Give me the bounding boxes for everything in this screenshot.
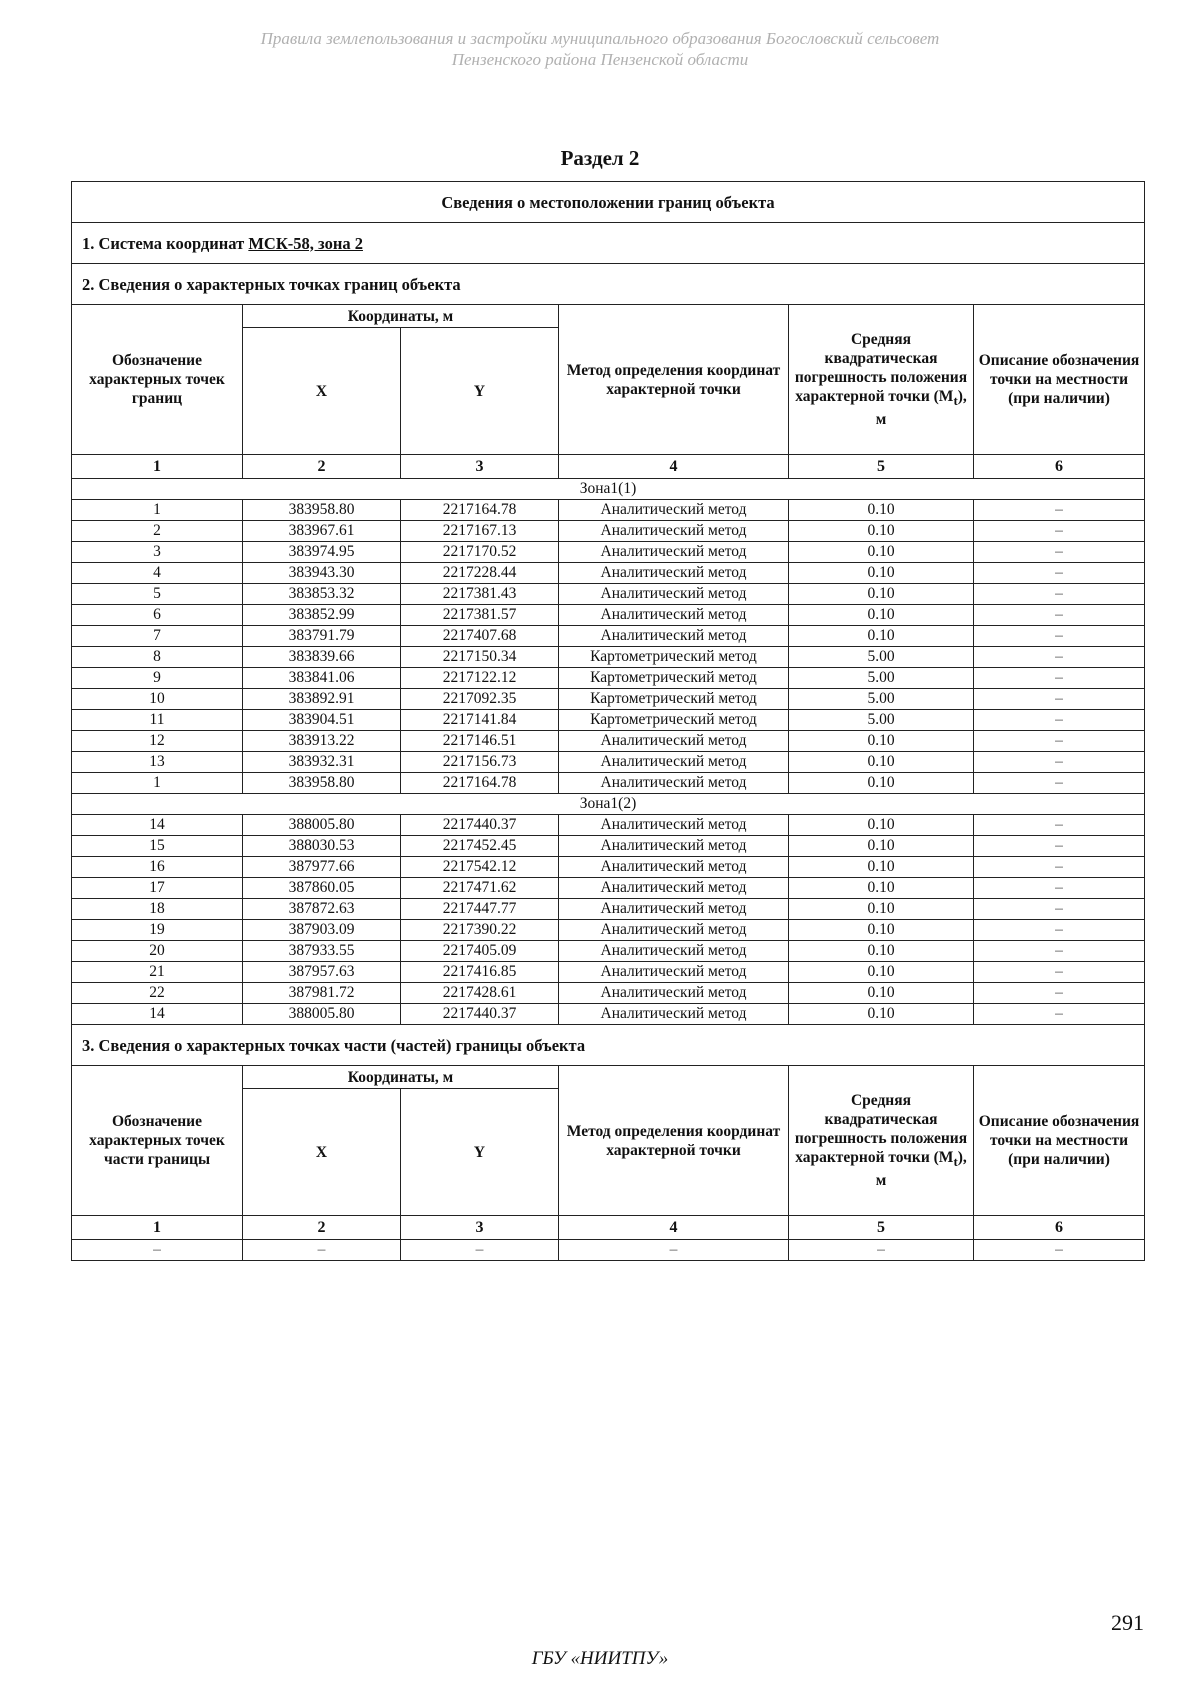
table-cell: – — [974, 710, 1145, 731]
table-cell: 383958.80 — [243, 500, 401, 521]
table-cell: 2217122.12 — [401, 668, 559, 689]
table-caption: Сведения о местоположении границ объекта — [72, 182, 1145, 223]
table-cell: 2217407.68 — [401, 626, 559, 647]
table-row — [72, 920, 1145, 941]
table-cell: Аналитический метод — [559, 521, 789, 542]
table-row — [72, 752, 1145, 773]
part-header-error-unit: ), м — [875, 1148, 967, 1190]
running-header-line1: Правила землепользования и застройки муниципального образования Богословский сельсовет — [260, 29, 940, 48]
table-cell: 387860.05 — [243, 878, 401, 899]
table-cell: 5 — [72, 584, 243, 605]
table-cell: 383913.22 — [243, 731, 401, 752]
table-cell: 6 — [72, 605, 243, 626]
table-cell: 13 — [72, 752, 243, 773]
table-cell: 0.10 — [789, 962, 974, 983]
table-cell: 5.00 — [789, 710, 974, 731]
table-row — [72, 521, 1145, 542]
table-cell: Аналитический метод — [559, 605, 789, 626]
table-cell: – — [974, 920, 1145, 941]
column-number: 5 — [789, 455, 974, 479]
table-cell: 22 — [72, 983, 243, 1004]
table-cell: – — [974, 752, 1145, 773]
table-cell: 383841.06 — [243, 668, 401, 689]
table-cell: 387933.55 — [243, 941, 401, 962]
column-number: 1 — [72, 455, 243, 479]
header-error-subscript: t — [953, 393, 958, 409]
table-cell: 0.10 — [789, 899, 974, 920]
header-y: Y — [401, 328, 559, 455]
table-cell: 8 — [72, 647, 243, 668]
table-cell: 0.10 — [789, 941, 974, 962]
table-row — [72, 941, 1145, 962]
table-cell: 5.00 — [789, 689, 974, 710]
table-cell: Аналитический метод — [559, 1004, 789, 1025]
table-cell: 2217092.35 — [401, 689, 559, 710]
table-cell: 2217440.37 — [401, 815, 559, 836]
table-row — [72, 542, 1145, 563]
table-cell: Аналитический метод — [559, 773, 789, 794]
table-cell: 2217447.77 — [401, 899, 559, 920]
table-cell: Аналитический метод — [559, 836, 789, 857]
column-number: 2 — [243, 455, 401, 479]
table-cell: 0.10 — [789, 584, 974, 605]
table-cell: Аналитический метод — [559, 941, 789, 962]
page-number: 291 — [1111, 1610, 1144, 1635]
table-row — [72, 731, 1145, 752]
table-row — [72, 500, 1145, 521]
table-cell: – — [559, 1240, 789, 1261]
table-cell: – — [974, 626, 1145, 647]
table-cell: 12 — [72, 731, 243, 752]
table-cell: – — [974, 836, 1145, 857]
coordinate-system-prefix: 1. Система координат — [82, 233, 249, 253]
table-cell: 2217146.51 — [401, 731, 559, 752]
table-cell: 387981.72 — [243, 983, 401, 1004]
table-cell: 0.10 — [789, 563, 974, 584]
table-row — [72, 710, 1145, 731]
table-row — [72, 689, 1145, 710]
table-cell: 383852.99 — [243, 605, 401, 626]
table-cell: 2217381.57 — [401, 605, 559, 626]
table-cell: – — [974, 1240, 1145, 1261]
table-cell: 1 — [72, 773, 243, 794]
table-cell: 11 — [72, 710, 243, 731]
table-row — [72, 1004, 1145, 1025]
table-cell: 383932.31 — [243, 752, 401, 773]
table-cell: 2217141.84 — [401, 710, 559, 731]
table-cell: 387903.09 — [243, 920, 401, 941]
table-cell: 16 — [72, 857, 243, 878]
table-cell: 0.10 — [789, 836, 974, 857]
table-cell: 2217471.62 — [401, 878, 559, 899]
table-cell: 0.10 — [789, 815, 974, 836]
table-cell: Аналитический метод — [559, 752, 789, 773]
table-cell: 383958.80 — [243, 773, 401, 794]
table-cell: 383839.66 — [243, 647, 401, 668]
header-x: X — [243, 328, 401, 455]
table-cell: 4 — [72, 563, 243, 584]
coordinate-system-value: МСК-58, зона 2 — [248, 233, 363, 253]
zone-row — [72, 794, 1145, 815]
table-cell: – — [974, 521, 1145, 542]
table-cell: 0.10 — [789, 500, 974, 521]
table-row — [72, 983, 1145, 1004]
table-row — [72, 584, 1145, 605]
table-cell: 0.10 — [789, 983, 974, 1004]
table-cell: – — [974, 605, 1145, 626]
table-cell: – — [974, 857, 1145, 878]
part-column-number-row — [72, 1216, 1145, 1240]
table-cell: 7 — [72, 626, 243, 647]
table-cell: 18 — [72, 899, 243, 920]
table-cell: 383892.91 — [243, 689, 401, 710]
table-cell: 2217228.44 — [401, 563, 559, 584]
table-cell: Аналитический метод — [559, 983, 789, 1004]
part-data-row — [72, 1240, 1145, 1261]
table-cell: 2217416.85 — [401, 962, 559, 983]
table-cell: 383791.79 — [243, 626, 401, 647]
table-cell: 383967.61 — [243, 521, 401, 542]
table-row — [72, 605, 1145, 626]
table-cell: 383853.32 — [243, 584, 401, 605]
zone-row — [72, 479, 1145, 500]
part-header-error-subscript: t — [953, 1154, 958, 1170]
table-cell: 2217452.45 — [401, 836, 559, 857]
header-error — [789, 305, 974, 455]
column-number: 3 — [401, 1216, 559, 1240]
table-cell: 14 — [72, 815, 243, 836]
table-cell: – — [974, 563, 1145, 584]
table-cell: 0.10 — [789, 773, 974, 794]
section-title: Раздел 2 — [560, 146, 640, 170]
table-cell: 2217405.09 — [401, 941, 559, 962]
table-cell: Аналитический метод — [559, 878, 789, 899]
running-header — [0, 28, 1200, 70]
page-footer: ГБУ «НИИТПУ» — [531, 1648, 669, 1669]
table-cell: 0.10 — [789, 731, 974, 752]
table-cell: 2217381.43 — [401, 584, 559, 605]
table-cell: – — [974, 500, 1145, 521]
table-cell: 5.00 — [789, 668, 974, 689]
table-cell: – — [974, 878, 1145, 899]
table-cell: 388030.53 — [243, 836, 401, 857]
part-header-error — [789, 1066, 974, 1216]
table-cell: 0.10 — [789, 878, 974, 899]
table-cell: Аналитический метод — [559, 815, 789, 836]
part-section-title: 3. Сведения о характерных точках части (частей) границы объекта — [72, 1025, 1145, 1066]
table-cell: 383974.95 — [243, 542, 401, 563]
table-cell: 21 — [72, 962, 243, 983]
table-cell: – — [974, 899, 1145, 920]
table-cell: 3 — [72, 542, 243, 563]
table-cell: 0.10 — [789, 605, 974, 626]
table-cell: 387977.66 — [243, 857, 401, 878]
table-cell: – — [974, 815, 1145, 836]
table-cell: – — [243, 1240, 401, 1261]
table-cell: 14 — [72, 1004, 243, 1025]
table-cell: 388005.80 — [243, 1004, 401, 1025]
table-cell: 2 — [72, 521, 243, 542]
table-cell: 2217440.37 — [401, 1004, 559, 1025]
table-cell: 0.10 — [789, 542, 974, 563]
table-cell: 0.10 — [789, 521, 974, 542]
table-cell: – — [974, 584, 1145, 605]
table-cell: 387957.63 — [243, 962, 401, 983]
column-number: 6 — [974, 455, 1145, 479]
coordinate-system — [72, 223, 1145, 264]
table-cell: Картометрический метод — [559, 668, 789, 689]
table-row — [72, 815, 1145, 836]
part-header-method: Метод определения координат характерной точки — [559, 1066, 789, 1216]
part-header-x: X — [243, 1089, 401, 1216]
table-cell: – — [974, 962, 1145, 983]
part-header-designation: Обозначение характерных точек части границы — [72, 1066, 243, 1216]
table-cell: 1 — [72, 500, 243, 521]
table-cell: Аналитический метод — [559, 857, 789, 878]
column-number: 4 — [559, 455, 789, 479]
table-cell: Картометрический метод — [559, 689, 789, 710]
table-row — [72, 626, 1145, 647]
table-cell: – — [974, 1004, 1145, 1025]
table-cell: 2217390.22 — [401, 920, 559, 941]
table-row — [72, 647, 1145, 668]
table-cell: – — [789, 1240, 974, 1261]
part-header-coordinates: Координаты, м — [243, 1066, 559, 1089]
table-cell: 388005.80 — [243, 815, 401, 836]
zone-label: Зона1(2) — [72, 794, 1145, 815]
table-cell: Аналитический метод — [559, 920, 789, 941]
table-cell: 2217164.78 — [401, 773, 559, 794]
table-row — [72, 878, 1145, 899]
table-cell: Аналитический метод — [559, 626, 789, 647]
table-cell: 2217150.34 — [401, 647, 559, 668]
header-error-unit: ), м — [875, 387, 967, 429]
table-cell: 0.10 — [789, 857, 974, 878]
table-cell: 15 — [72, 836, 243, 857]
table-cell: – — [974, 731, 1145, 752]
table-row — [72, 563, 1145, 584]
zone-label: Зона1(1) — [72, 479, 1145, 500]
table-cell: Аналитический метод — [559, 962, 789, 983]
header-coordinates: Координаты, м — [243, 305, 559, 328]
table-cell: – — [401, 1240, 559, 1261]
table-row — [72, 668, 1145, 689]
part-header-error-text: Средняя квадратическая погрешность положения характерной точки (M — [794, 1091, 968, 1166]
boundary-table — [71, 181, 1145, 1261]
header-description: Описание обозначения точки на местности (при наличии) — [974, 305, 1145, 455]
column-number: 1 — [72, 1216, 243, 1240]
column-number: 2 — [243, 1216, 401, 1240]
table-row — [72, 773, 1145, 794]
table-cell: Аналитический метод — [559, 899, 789, 920]
table-cell: 5.00 — [789, 647, 974, 668]
table-cell: – — [974, 647, 1145, 668]
table-cell: 19 — [72, 920, 243, 941]
table-cell: – — [974, 668, 1145, 689]
table-cell: 0.10 — [789, 752, 974, 773]
table-cell: 383904.51 — [243, 710, 401, 731]
header-error-text: Средняя квадратическая погрешность положения характерной точки (M — [794, 330, 968, 405]
table-cell: Аналитический метод — [559, 500, 789, 521]
table-cell: 0.10 — [789, 626, 974, 647]
column-number: 3 — [401, 455, 559, 479]
header-method: Метод определения координат характерной точки — [559, 305, 789, 455]
table-cell: Картометрический метод — [559, 647, 789, 668]
table-cell: Аналитический метод — [559, 563, 789, 584]
table-row — [72, 836, 1145, 857]
table-cell: – — [974, 983, 1145, 1004]
table-cell: Картометрический метод — [559, 710, 789, 731]
table-cell: 383943.30 — [243, 563, 401, 584]
table-cell: Аналитический метод — [559, 731, 789, 752]
column-number-row — [72, 455, 1145, 479]
running-header-line2: Пензенского района Пензенской области — [451, 50, 749, 69]
table-cell: 2217170.52 — [401, 542, 559, 563]
table-cell: Аналитический метод — [559, 584, 789, 605]
table-row — [72, 962, 1145, 983]
column-number: 4 — [559, 1216, 789, 1240]
table-cell: – — [974, 689, 1145, 710]
table-cell: 2217156.73 — [401, 752, 559, 773]
table-cell: 2217542.12 — [401, 857, 559, 878]
table-cell: 2217167.13 — [401, 521, 559, 542]
table-row — [72, 899, 1145, 920]
table-cell: 2217428.61 — [401, 983, 559, 1004]
column-number: 5 — [789, 1216, 974, 1240]
table-cell: Аналитический метод — [559, 542, 789, 563]
table-cell: 387872.63 — [243, 899, 401, 920]
table-cell: 9 — [72, 668, 243, 689]
table-cell: 2217164.78 — [401, 500, 559, 521]
table-cell: 0.10 — [789, 920, 974, 941]
table-cell: – — [974, 542, 1145, 563]
table-cell: 17 — [72, 878, 243, 899]
table-cell: 10 — [72, 689, 243, 710]
column-number: 6 — [974, 1216, 1145, 1240]
points-section-title: 2. Сведения о характерных точках границ объекта — [72, 264, 1145, 305]
table-cell: – — [974, 941, 1145, 962]
table-cell: 20 — [72, 941, 243, 962]
part-header-description: Описание обозначения точки на местности (при наличии) — [974, 1066, 1145, 1216]
table-cell: 0.10 — [789, 1004, 974, 1025]
table-row — [72, 857, 1145, 878]
part-header-y: Y — [401, 1089, 559, 1216]
table-cell: – — [72, 1240, 243, 1261]
table-cell: – — [974, 773, 1145, 794]
header-designation: Обозначение характерных точек границ — [72, 305, 243, 455]
